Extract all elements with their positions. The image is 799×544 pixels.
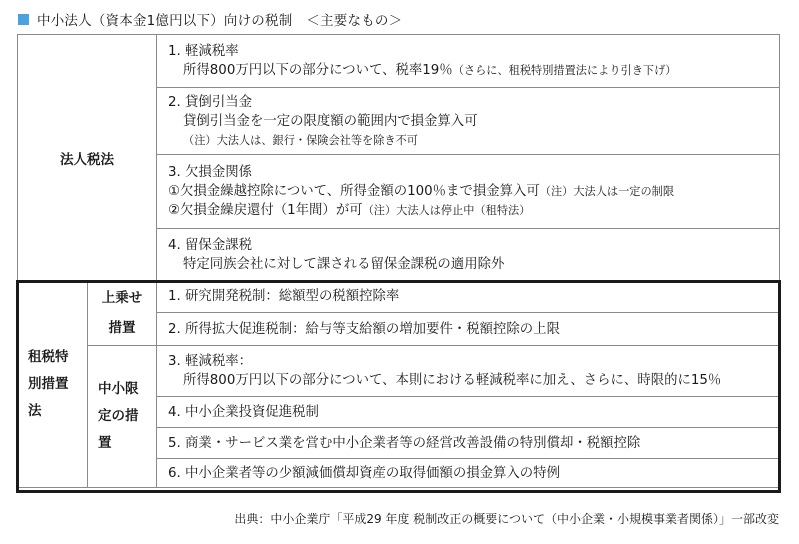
- item-loss-carryforward: [157, 155, 780, 229]
- subcategory-label-line: 中小限: [98, 381, 139, 397]
- subcategory-label-line: 置: [98, 435, 112, 451]
- item-body-text: 所得800万円以下の部分について、税率19％: [183, 63, 453, 78]
- item-bad-debt-reserve: [157, 88, 780, 155]
- item-sme-investment: 4. 中小企業投資促進税制: [157, 397, 780, 428]
- item-title: 3. 欠損金関係: [168, 165, 252, 180]
- source-note: 出典：中小企業庁「平成29 年度 税制改正の概要について（中小企業・小規模事業者関係）」一部改変: [234, 512, 779, 526]
- item-line-text: ①欠損金繰越控除について、所得金額の100％まで損金算入可: [168, 184, 540, 199]
- category-special-measures-law: [18, 281, 88, 488]
- item-body: 貸倒引当金を一定の限度額の範囲内で損金算入可: [183, 113, 478, 129]
- subcategory-label-line: 措置: [108, 320, 136, 336]
- note-prefix: （注）: [183, 133, 217, 147]
- item-note: （さらに、租税特別措置法により引き下げ）: [452, 64, 677, 77]
- tax-table: [17, 34, 780, 488]
- subcategory-label-line: 定の措: [98, 408, 139, 424]
- table-row: [18, 281, 780, 313]
- table-row: [18, 346, 780, 397]
- item-title: 3. 軽減税率：: [168, 354, 252, 369]
- item-small-asset-depreciation: 6. 中小企業者等の少額減価償却資産の取得価額の損金算入の特例: [157, 459, 780, 488]
- item-note: [168, 131, 779, 150]
- item-income-growth-tax: 2. 所得拡大促進税制：給与等支給額の増加要件・税額控除の上限: [157, 313, 780, 346]
- title-marker-icon: [18, 14, 29, 25]
- item-note: （注）大法人は停止中（租特法）: [362, 204, 531, 217]
- note-text: 大法人は、銀行・保険会社等を除き不可: [216, 133, 418, 147]
- item-note: （注）大法人は一定の制限: [539, 185, 675, 198]
- item-line: [168, 201, 779, 220]
- subcategory-additional-measures: [88, 281, 157, 346]
- table-title: [18, 9, 402, 29]
- item-body: 所得800万円以下の部分について、本則における軽減税率に加え、さらに、時限的に15％: [183, 373, 722, 388]
- item-line-text: ②欠損金繰戻還付（1年間）が可: [168, 203, 363, 218]
- category-label-line: 租税特: [28, 348, 69, 365]
- item-retained-earnings-tax: [157, 229, 780, 281]
- item-body: 特定同族会社に対して課される留保金課税の適用除外: [183, 256, 505, 272]
- item-body: [168, 61, 779, 80]
- table-row: [18, 35, 780, 88]
- item-title: 4. 留保金課税: [168, 237, 252, 253]
- item-sme-reduced-rate: [157, 346, 780, 397]
- category-label-line: 法: [28, 402, 42, 419]
- category-label-line: 別措置: [28, 375, 69, 392]
- item-line: [168, 182, 779, 201]
- item-title: 1. 軽減税率: [168, 44, 239, 59]
- item-business-improvement: 5. 商業・サービス業を営む中小企業者等の経営改善設備の特別償却・税額控除: [157, 428, 780, 459]
- item-title: 2. 貸倒引当金: [168, 94, 252, 110]
- subcategory-label-line: 上乗せ: [101, 290, 143, 306]
- title-subtitle: ＜主要なもの＞: [306, 13, 403, 29]
- item-reduced-rate: [157, 35, 780, 88]
- title-text: 中小法人（資本金1億円以下）向けの税制: [37, 13, 293, 29]
- category-corporate-tax-law: 法人税法: [18, 35, 157, 281]
- subcategory-sme-limited: [88, 346, 157, 488]
- item-rd-tax: 1. 研究開発税制：総額型の税額控除率: [157, 281, 780, 313]
